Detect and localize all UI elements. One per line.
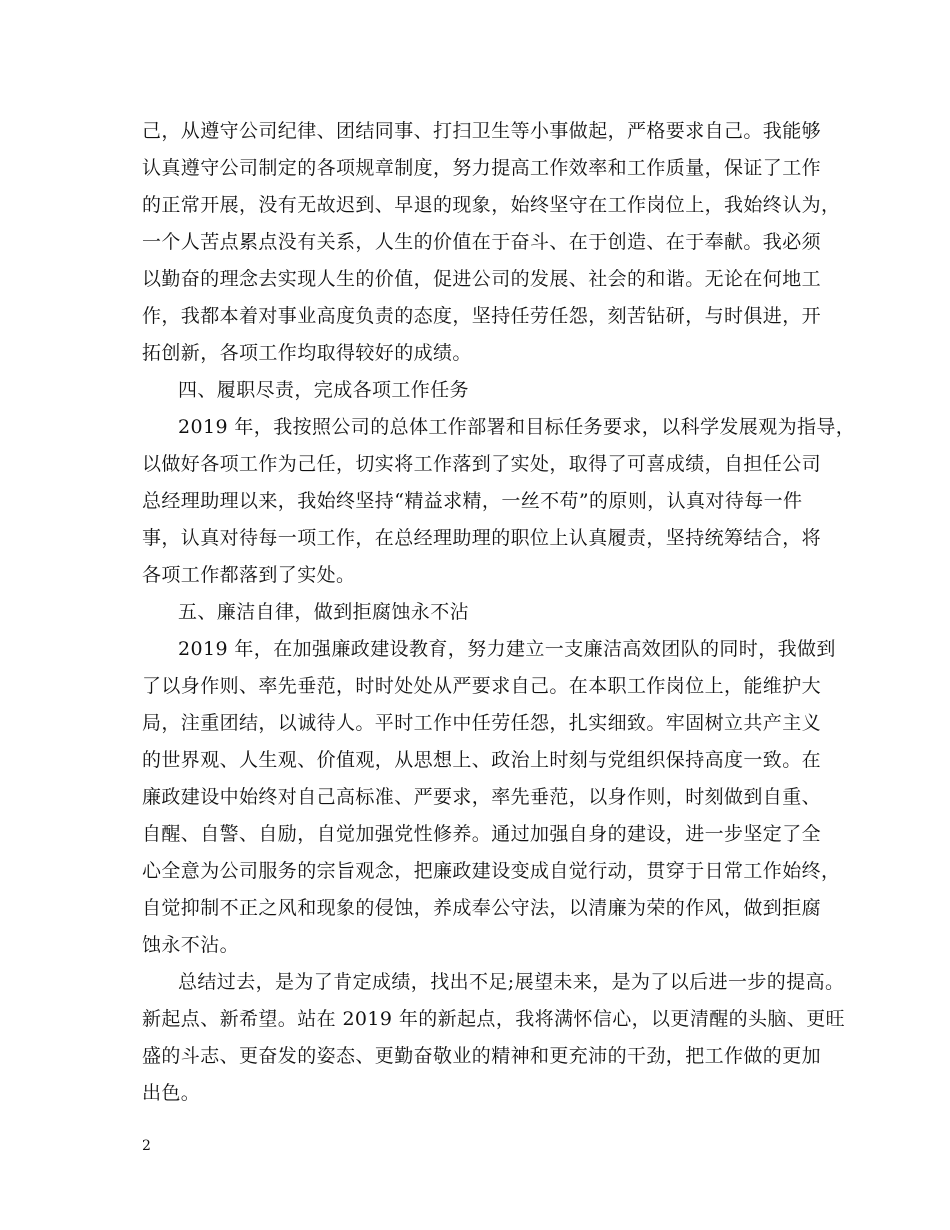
body-text-line: 的世界观、人生观、价值观，从思想上、政治上时刻与党组织保持高度一致。在 xyxy=(142,749,822,771)
body-text-line: 出色。 xyxy=(142,1082,201,1104)
body-text-line: 总经理助理以来，我始终坚持“精益求精，一丝不苟”的原则，认真对待每一件 xyxy=(142,490,803,512)
body-text-line: 蚀永不沾。 xyxy=(142,934,240,956)
section-heading: 四、履职尽责，完成各项工作任务 xyxy=(178,379,470,401)
body-text-line: 总结过去，是为了肯定成绩，找出不足;展望未来，是为了以后进一步的提高。 xyxy=(178,971,845,993)
body-text-line: 一个人苦点累点没有关系，人生的价值在于奋斗、在于创造、在于奉献。我必须 xyxy=(142,231,822,253)
body-text-line: 认真遵守公司制定的各项规章制度，努力提高工作效率和工作质量，保证了工作 xyxy=(142,157,822,179)
body-text-line: 作，我都本着对事业高度负责的态度，坚持任劳任怨，刻苦钻研，与时俱进，开 xyxy=(142,305,822,327)
body-text-line: 盛的斗志、更奋发的姿态、更勤奋敬业的精神和更充沛的干劲，把工作做的更加 xyxy=(142,1045,822,1067)
body-text-line: 心全意为公司服务的宗旨观念，把廉政建设变成自觉行动，贯穿于日常工作始终， xyxy=(142,860,841,882)
section-heading: 五、廉洁自律，做到拒腐蚀永不沾 xyxy=(178,601,470,623)
body-text-line: 2019 年，我按照公司的总体工作部署和目标任务要求，以科学发展观为指导， xyxy=(178,416,856,438)
body-text-line: 了以身作则、率先垂范，时时处处从严要求自己。在本职工作岗位上，能维护大 xyxy=(142,675,822,697)
body-text-line: 2019 年，在加强廉政建设教育，努力建立一支廉洁高效团队的同时，我做到 xyxy=(178,638,836,660)
body-text-line: 廉政建设中始终对自己高标准、严要求，率先垂范，以身作则，时刻做到自重、 xyxy=(142,786,822,808)
body-text-line: 自醒、自警、自励，自觉加强党性修养。通过加强自身的建设，进一步坚定了全 xyxy=(142,823,822,845)
body-text-line: 新起点、新希望。站在 2019 年的新起点，我将满怀信心，以更清醒的头脑、更旺 xyxy=(142,1008,846,1030)
body-text-line: 拓创新，各项工作均取得较好的成绩。 xyxy=(142,342,472,364)
body-text-line: 事，认真对待每一项工作，在总经理助理的职位上认真履责，坚持统筹结合，将 xyxy=(142,527,822,549)
body-text-line: 己，从遵守公司纪律、团结同事、打扫卫生等小事做起，严格要求自己。我能够 xyxy=(142,120,822,142)
body-text-line: 自觉抑制不正之风和现象的侵蚀，养成奉公守法，以清廉为荣的作风，做到拒腐 xyxy=(142,897,822,919)
body-text-line: 以做好各项工作为己任，切实将工作落到了实处，取得了可喜成绩，自担任公司 xyxy=(142,453,822,475)
body-text-line: 以勤奋的理念去实现人生的价值，促进公司的发展、社会的和谐。无论在何地工 xyxy=(142,268,822,290)
page-number: 2 xyxy=(142,1138,151,1154)
body-text-line: 的正常开展，没有无故迟到、早退的现象，始终坚守在工作岗位上，我始终认为， xyxy=(142,194,841,216)
body-text-line: 各项工作都落到了实处。 xyxy=(142,564,356,586)
body-text-line: 局，注重团结，以诚待人。平时工作中任劳任怨，扎实细致。牢固树立共产主义 xyxy=(142,712,822,734)
